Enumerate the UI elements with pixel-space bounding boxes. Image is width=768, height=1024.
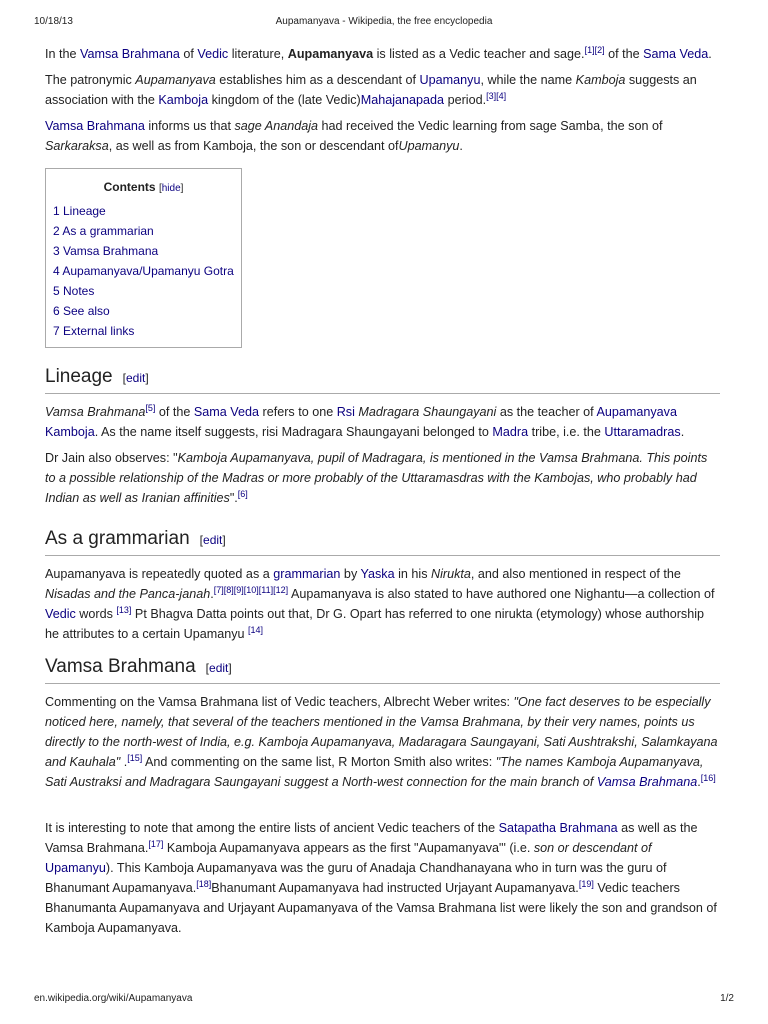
lineage-paragraph-1: Vamsa Brahmana[5] of the Sama Veda refers to one Rsi Madragara Shaungayani as the teacher of Aupamanyava Kamboja. As the name itself suggests, risi Madragara Shaungayani belonged to Madra tribe, i.e. the Uttaramadras.	[45, 402, 685, 439]
citation[interactable]: [4]	[496, 90, 507, 101]
toc-item-lineage[interactable]: 1 Lineage	[53, 204, 106, 218]
print-date: 10/18/13	[34, 16, 73, 27]
intro-paragraph-3: Vamsa Brahmana informs us that sage Anandaja had received the Vedic learning from sage Samba, the son of Sarkaraksa, as well as from Kamboja, the son or descendant ofUpamanyu.	[45, 119, 663, 153]
link-uttaramadras[interactable]: Uttaramadras	[604, 425, 681, 439]
lineage-paragraph-2: Dr Jain also observes: "Kamboja Aupamanyava, pupil of Madragara, is mentioned in the Vamsa Brahmana. This points to a possible relationship of the Madras or more probably of the Uttaramasdras with the Kambojas, who probably had Indian as well as Iranian affinities".[6]	[45, 451, 708, 505]
toc-item-grammarian[interactable]: 2 As a grammarian	[53, 224, 154, 238]
link-satapatha-brahmana[interactable]: Satapatha Brahmana	[498, 821, 618, 835]
print-url: en.wikipedia.org/wiki/Aupamanyava	[34, 993, 193, 1004]
toc-item-notes[interactable]: 5 Notes	[53, 284, 95, 298]
heading-vamsa-brahmana: Vamsa Brahmana [edit]	[45, 654, 720, 684]
toc-item-see-also[interactable]: 6 See also	[53, 304, 110, 318]
intro-paragraph-2: The patronymic Aupamanyava establishes him as a descendant of Upamanyu, while the name Kamboja suggests an association with the Kamboja kingdom of the (late Vedic)Mahajanapada period.[3][4]	[45, 73, 697, 107]
vamsa-paragraph-2: It is interesting to note that among the entire lists of ancient Vedic teachers of the Satapatha Brahmana as well as the Vamsa Brahmana.[17] Kamboja Aupamanyava appears as the first "Aupamanyava"' (i.e. son or descendant of Upamanyu). This Kamboja Aupamanyava was the guru of Anadaja Chandhanayana who in turn was the guru of Bhanumant Aupamanyava.[18]Bhanumant Aupamanyava had instructed Urjayant Aupamanyava.[19] Vedic teachers Bhanumanta Aupamanyava and Urjayant Aupamanyava of the Vamsa Brahmana list were likely the son and grandson of Kamboja Aupamanyava.	[45, 821, 717, 935]
link-upamanyu[interactable]: Upamanyu	[419, 73, 481, 87]
citation[interactable]: [3]	[486, 90, 497, 101]
toc-item-external-links[interactable]: 7 External links	[53, 324, 135, 338]
citation[interactable]: [19]	[578, 878, 594, 889]
citation[interactable]: [14]	[248, 624, 264, 635]
citation[interactable]: [6]	[237, 488, 248, 499]
table-of-contents	[45, 168, 242, 348]
vamsa-paragraph-1: Commenting on the Vamsa Brahmana list of Vedic teachers, Albrecht Weber writes: "One fact deserves to be especially noticed here, namely, that several of the teachers mentioned in the Vamsa Brahmana, by their very names, points us directly to the north-west of India, e.g. Kamboja Aupamanyava, Madaragara Saungayani, Sati Aushtrakshi, Salamkayana and Kauhala" .[15] And commenting on the same list, R Morton Smith also writes: "The names Kamboja Aupamanyava, Sati Austraksi and Madragara Saungayani suggest a North-west connection for the main branch of Vamsa Brahmana.[16]	[45, 695, 718, 789]
link-rsi[interactable]: Rsi	[336, 405, 355, 419]
edit-link[interactable]: edit	[203, 533, 223, 547]
citation[interactable]: [9]	[233, 584, 244, 595]
link-aupamanyava-kamboja[interactable]: Aupamanyava Kamboja	[45, 405, 677, 439]
link-sama-veda[interactable]: Sama Veda	[643, 47, 709, 61]
link-vamsa-brahmana[interactable]: Vamsa Brahmana	[596, 775, 698, 789]
link-vedic[interactable]: Vedic	[197, 47, 229, 61]
link-kamboja[interactable]: Kamboja	[158, 93, 209, 107]
toc-item-gotra[interactable]: 4 Aupamanyava/Upamanyu Gotra	[53, 264, 234, 278]
citation[interactable]: [10]	[243, 584, 259, 595]
citation[interactable]: [2]	[594, 44, 605, 55]
link-sama-veda[interactable]: Sama Veda	[193, 405, 259, 419]
citation[interactable]: [5]	[145, 402, 156, 413]
citation[interactable]: [12]	[273, 584, 289, 595]
page-header	[0, 16, 768, 30]
link-vedic[interactable]: Vedic	[45, 607, 76, 621]
edit-link[interactable]: edit	[125, 371, 146, 385]
link-madra[interactable]: Madra	[492, 425, 529, 439]
heading-grammarian: As a grammarian [edit]	[45, 526, 720, 556]
toc-title: Contents [hide]	[103, 180, 184, 194]
link-yaska[interactable]: Yaska	[360, 567, 395, 581]
citation[interactable]: [1]	[584, 44, 595, 55]
grammarian-paragraph: Aupamanyava is repeatedly quoted as a grammarian by Yaska in his Nirukta, and also mentioned in respect of the Nisadas and the Panca-janah.[7][8][9][10][11][12] Aupamanyava is also stated to have authored one Nighantu—a collection of Vedic words [13] Pt Bhagva Datta points out that, Dr G. Opart has referred to one nirukta (etymology) whose authorship he attributes to a certain Upamanyu [14]	[45, 567, 715, 641]
link-upamanyu[interactable]: Upamanyu	[45, 861, 106, 875]
edit-link[interactable]: edit	[209, 661, 229, 675]
citation[interactable]: [11]	[258, 584, 274, 595]
citation[interactable]: [7]	[213, 584, 224, 595]
link-vamsa-brahmana[interactable]: Vamsa Brahmana	[80, 47, 180, 61]
article-content	[45, 44, 720, 944]
citation[interactable]: [18]	[196, 878, 212, 889]
link-mahajanapada[interactable]: Mahajanapada	[360, 93, 445, 107]
print-title: Aupamanyava - Wikipedia, the free encyclopedia	[275, 16, 493, 27]
citation[interactable]: [16]	[700, 772, 716, 783]
page-number: 1/2	[720, 993, 734, 1004]
toc-item-vamsa-brahmana[interactable]: 3 Vamsa Brahmana	[53, 244, 159, 258]
citation[interactable]: [8]	[223, 584, 234, 595]
article-subject: Aupamanyava	[287, 47, 374, 61]
citation[interactable]: [15]	[127, 752, 143, 763]
intro-paragraph-1: In the Vamsa Brahmana of Vedic literature, Aupamanyava is listed as a Vedic teacher and sage.[1][2] of the Sama Veda.	[45, 44, 712, 61]
toc-hide-link[interactable]: hide	[161, 183, 181, 194]
link-vamsa-brahmana[interactable]: Vamsa Brahmana	[45, 119, 145, 133]
heading-lineage: Lineage [edit]	[45, 364, 720, 394]
citation[interactable]: [13]	[116, 604, 132, 615]
link-grammarian[interactable]: grammarian	[273, 567, 341, 581]
citation[interactable]: [17]	[148, 838, 164, 849]
